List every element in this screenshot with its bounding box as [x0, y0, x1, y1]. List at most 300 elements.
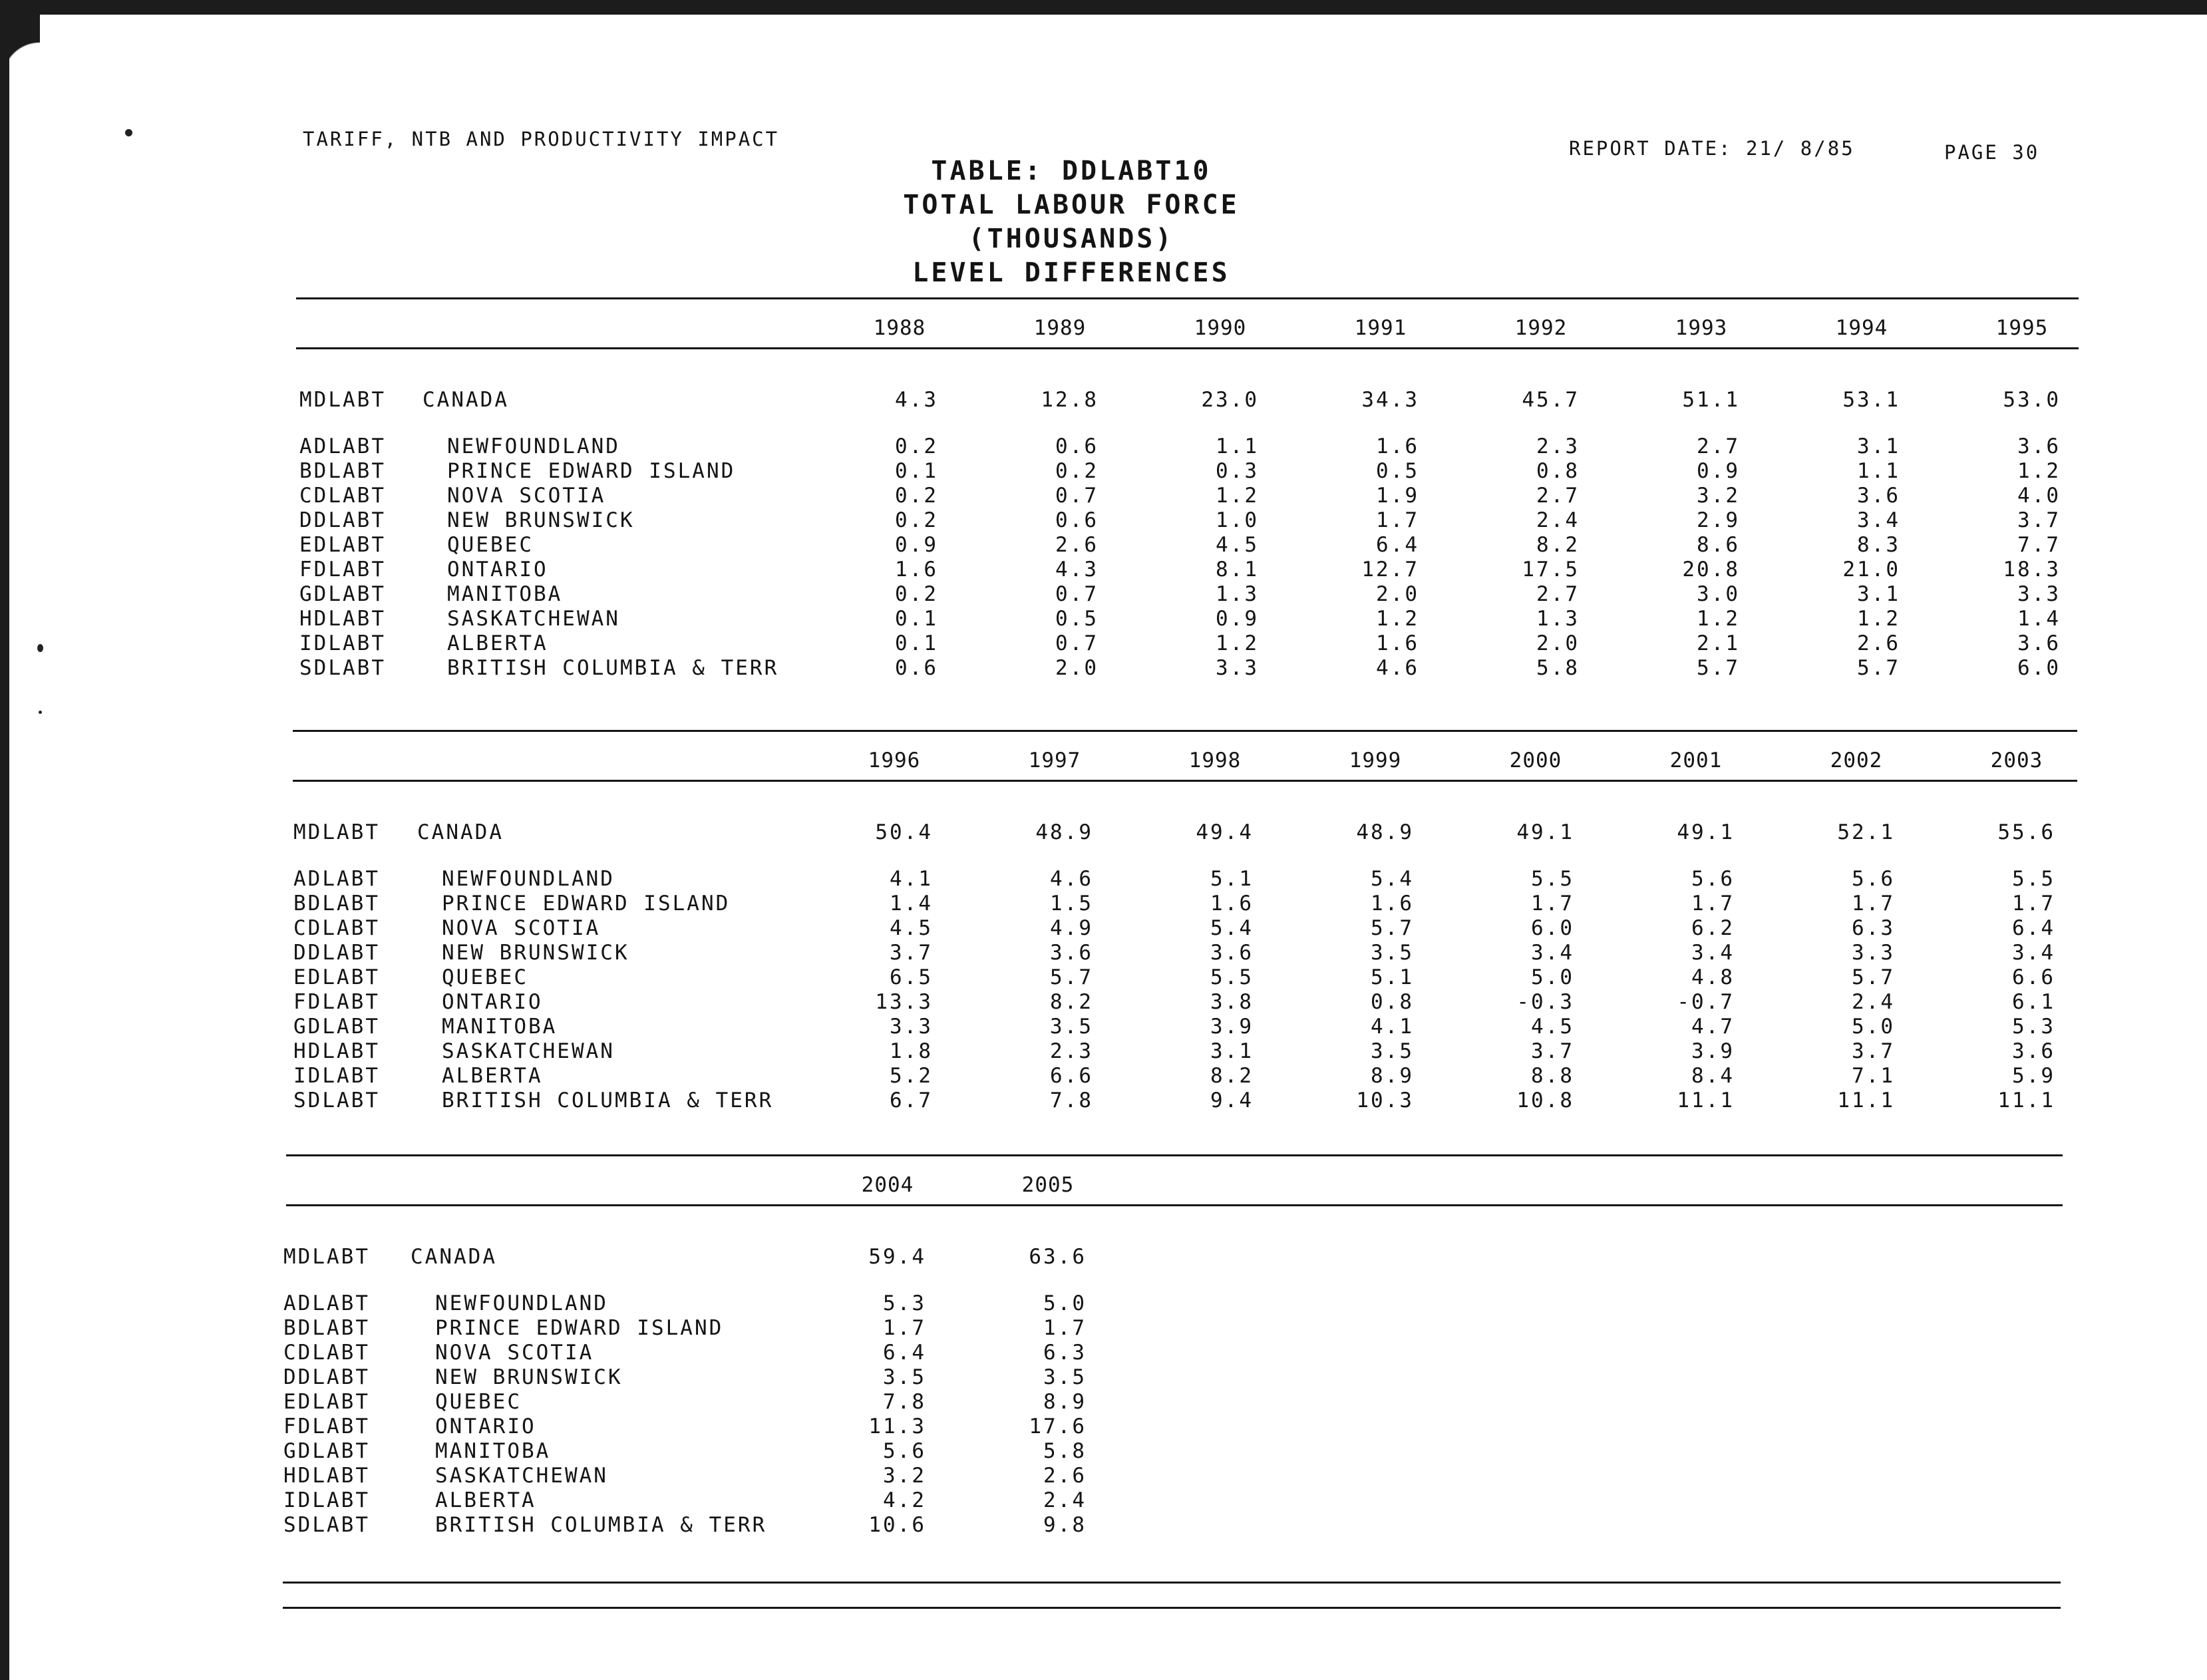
value-cell: 1.4 [890, 892, 933, 916]
value-cell: 17.5 [1522, 558, 1580, 582]
year-header: 1999 [1349, 749, 1402, 772]
value-cell: 3.1 [1857, 582, 1900, 606]
value-cell: -0.7 [1677, 990, 1735, 1014]
value-cell: 23.0 [1201, 388, 1259, 412]
value-cell: 6.7 [890, 1089, 933, 1112]
value-cell: 2.4 [1852, 990, 1895, 1014]
value-cell: 8.8 [1531, 1064, 1574, 1088]
row-name-province: BRITISH COLUMBIA & TERR [435, 1513, 767, 1537]
row-name-province: NOVA SCOTIA [447, 484, 606, 508]
value-cell: 1.7 [1852, 892, 1895, 916]
value-cell: 8.2 [1050, 990, 1093, 1014]
value-cell: 8.4 [1691, 1064, 1735, 1088]
value-cell: 8.6 [1697, 533, 1740, 557]
value-cell: 3.7 [2017, 508, 2061, 532]
value-cell: 5.8 [1043, 1439, 1087, 1463]
value-cell: 7.8 [1050, 1089, 1093, 1112]
value-cell: 1.3 [1536, 607, 1580, 631]
row-code: FDLABT [283, 1415, 370, 1438]
value-cell: 0.7 [1055, 484, 1099, 508]
value-cell: 0.2 [895, 434, 938, 458]
value-cell: 3.3 [1852, 941, 1895, 965]
value-cell: 5.0 [1852, 1015, 1895, 1039]
value-cell: 1.7 [1376, 508, 1419, 532]
value-cell: 2.3 [1536, 434, 1580, 458]
value-cell: 8.2 [1536, 533, 1580, 557]
value-cell: 3.6 [2012, 1039, 2055, 1063]
row-code: SDLABT [283, 1513, 370, 1537]
table-block-1 [0, 297, 2207, 737]
value-cell: 17.6 [1029, 1415, 1087, 1438]
value-cell: 1.3 [1216, 582, 1259, 606]
value-cell: 6.1 [2012, 990, 2055, 1014]
rule-bottom-2 [283, 1607, 2061, 1609]
value-cell: 2.6 [1055, 533, 1099, 557]
value-cell: 53.1 [1842, 388, 1900, 412]
value-cell: 1.7 [1043, 1316, 1087, 1340]
value-cell: 4.5 [1216, 533, 1259, 557]
value-cell: 3.7 [890, 941, 933, 965]
value-cell: 5.5 [2012, 867, 2055, 891]
row-name-province: NOVA SCOTIA [435, 1341, 594, 1365]
value-cell: 2.1 [1697, 631, 1740, 655]
value-cell: 3.7 [1531, 1039, 1574, 1063]
rule-bottom-1 [283, 1582, 2061, 1584]
value-cell: 3.5 [1050, 1015, 1093, 1039]
row-name-province: NEWFOUNDLAND [435, 1291, 608, 1315]
value-cell: 49.1 [1516, 820, 1574, 844]
value-cell: 0.1 [895, 631, 938, 655]
value-cell: 5.6 [883, 1439, 926, 1463]
row-name-province: PRINCE EDWARD ISLAND [442, 892, 731, 916]
value-cell: 9.4 [1210, 1089, 1254, 1112]
row-code: FDLABT [293, 990, 380, 1014]
value-cell: 1.2 [1697, 607, 1740, 631]
value-cell: 5.5 [1531, 867, 1574, 891]
year-header: 2003 [1990, 749, 2043, 772]
table-block-2 [0, 730, 2207, 1169]
year-header: 1995 [1995, 316, 2049, 340]
row-name-province: QUEBEC [447, 533, 534, 557]
title-table-id: TABLE: DDLABT10 [931, 156, 1212, 186]
year-header: 1988 [873, 316, 926, 340]
value-cell: 0.2 [895, 484, 938, 508]
year-header: 2001 [1669, 749, 1723, 772]
row-name-total: CANADA [411, 1245, 497, 1269]
value-cell: 0.1 [895, 607, 938, 631]
value-cell: 2.9 [1697, 508, 1740, 532]
value-cell: 2.3 [1050, 1039, 1093, 1063]
value-cell: 5.4 [1371, 867, 1414, 891]
year-header: 2005 [1021, 1173, 1075, 1197]
row-name-province: NEW BRUNSWICK [435, 1365, 623, 1389]
value-cell: 5.1 [1371, 965, 1414, 989]
value-cell: 1.2 [1857, 607, 1900, 631]
row-code: DDLABT [299, 508, 386, 532]
value-cell: 4.1 [890, 867, 933, 891]
value-cell: 49.1 [1677, 820, 1735, 844]
row-name-province: MANITOBA [447, 582, 563, 606]
value-cell: 8.1 [1216, 558, 1259, 582]
value-cell: 10.6 [868, 1513, 926, 1537]
value-cell: 4.0 [2017, 484, 2061, 508]
rule-under-years [286, 1204, 2063, 1206]
title-type: LEVEL DIFFERENCES [912, 257, 1230, 288]
value-cell: 5.1 [1210, 867, 1254, 891]
value-cell: 0.7 [1055, 582, 1099, 606]
value-cell: 3.0 [1697, 582, 1740, 606]
value-cell: 4.6 [1376, 656, 1419, 680]
value-cell: 1.7 [1691, 892, 1735, 916]
value-cell: 6.6 [2012, 965, 2055, 989]
value-cell: 3.1 [1857, 434, 1900, 458]
scan-border-top [0, 0, 2207, 15]
value-cell: 3.6 [1857, 484, 1900, 508]
row-name-province: PRINCE EDWARD ISLAND [435, 1316, 724, 1340]
rule-top [296, 297, 2079, 299]
value-cell: 5.7 [1697, 656, 1740, 680]
value-cell: 6.3 [1852, 916, 1895, 940]
row-name-province: ALBERTA [435, 1488, 536, 1512]
value-cell: 8.9 [1043, 1390, 1087, 1414]
value-cell: 1.5 [1050, 892, 1093, 916]
value-cell: 1.2 [1376, 607, 1419, 631]
value-cell: 0.8 [1371, 990, 1414, 1014]
value-cell: 6.3 [1043, 1341, 1087, 1365]
value-cell: 2.6 [1857, 631, 1900, 655]
value-cell: 52.1 [1837, 820, 1895, 844]
row-code: GDLABT [299, 582, 386, 606]
value-cell: 5.7 [1050, 965, 1093, 989]
row-name-province: BRITISH COLUMBIA & TERR [442, 1089, 774, 1112]
value-cell: 3.6 [2017, 631, 2061, 655]
row-code: MDLABT [293, 820, 380, 844]
value-cell: 3.4 [1691, 941, 1735, 965]
row-code: GDLABT [283, 1439, 370, 1463]
value-cell: 1.6 [1376, 631, 1419, 655]
row-code: DDLABT [293, 941, 380, 965]
value-cell: 1.4 [2017, 607, 2061, 631]
rule-under-years [296, 347, 2079, 349]
value-cell: 3.4 [2012, 941, 2055, 965]
value-cell: 3.4 [1857, 508, 1900, 532]
value-cell: 5.7 [1371, 916, 1414, 940]
value-cell: 8.3 [1857, 533, 1900, 557]
value-cell: 6.0 [1531, 916, 1574, 940]
value-cell: 6.4 [1376, 533, 1419, 557]
year-header: 2002 [1830, 749, 1883, 772]
value-cell: 2.7 [1697, 434, 1740, 458]
row-code: CDLABT [283, 1341, 370, 1365]
value-cell: 0.2 [895, 582, 938, 606]
year-header: 1992 [1514, 316, 1568, 340]
value-cell: 6.6 [1050, 1064, 1093, 1088]
row-name-province: NEW BRUNSWICK [447, 508, 635, 532]
value-cell: 1.6 [1376, 434, 1419, 458]
value-cell: 11.1 [1837, 1089, 1895, 1112]
value-cell: 5.0 [1531, 965, 1574, 989]
value-cell: 3.7 [1852, 1039, 1895, 1063]
year-header: 2000 [1509, 749, 1562, 772]
row-code: CDLABT [293, 916, 380, 940]
value-cell: 1.0 [1216, 508, 1259, 532]
value-cell: 0.9 [1697, 459, 1740, 483]
report-date: REPORT DATE: 21/ 8/85 [1569, 137, 1855, 160]
row-name-total: CANADA [417, 820, 504, 844]
value-cell: 11.1 [1677, 1089, 1735, 1112]
value-cell: 4.3 [1055, 558, 1099, 582]
row-name-province: SASKATCHEWAN [442, 1039, 615, 1063]
value-cell: 0.2 [895, 508, 938, 532]
value-cell: 10.8 [1516, 1089, 1574, 1112]
scan-corner [0, 0, 40, 80]
table-title [798, 154, 1344, 290]
value-cell: 4.7 [1691, 1015, 1735, 1039]
value-cell: 0.7 [1055, 631, 1099, 655]
value-cell: 0.3 [1216, 459, 1259, 483]
value-cell: 11.3 [868, 1415, 926, 1438]
value-cell: 4.1 [1371, 1015, 1414, 1039]
value-cell: 0.6 [895, 656, 938, 680]
speck [125, 129, 132, 136]
row-name-province: NEWFOUNDLAND [442, 867, 615, 891]
value-cell: 3.5 [1371, 1039, 1414, 1063]
value-cell: 10.3 [1356, 1089, 1414, 1112]
row-name-province: ONTARIO [435, 1415, 536, 1438]
row-name-province: NEWFOUNDLAND [447, 434, 620, 458]
value-cell: 5.4 [1210, 916, 1254, 940]
rule-under-years [293, 780, 2077, 782]
value-cell: 5.6 [1852, 867, 1895, 891]
value-cell: 5.9 [2012, 1064, 2055, 1088]
row-name-province: ONTARIO [442, 990, 543, 1014]
value-cell: 1.7 [2012, 892, 2055, 916]
row-name-total: CANADA [423, 388, 509, 412]
value-cell: 0.6 [1055, 434, 1099, 458]
value-cell: 2.4 [1043, 1488, 1087, 1512]
title-units: (THOUSANDS) [968, 224, 1174, 254]
value-cell: 7.8 [883, 1390, 926, 1414]
value-cell: 1.7 [883, 1316, 926, 1340]
value-cell: 4.5 [1531, 1015, 1574, 1039]
value-cell: 4.9 [1050, 916, 1093, 940]
row-name-province: ALBERTA [447, 631, 548, 655]
value-cell: 3.9 [1691, 1039, 1735, 1063]
year-header: 1993 [1675, 316, 1728, 340]
row-name-province: NOVA SCOTIA [442, 916, 601, 940]
value-cell: 50.4 [875, 820, 933, 844]
value-cell: 8.9 [1371, 1064, 1414, 1088]
value-cell: 2.0 [1376, 582, 1419, 606]
value-cell: 6.4 [883, 1341, 926, 1365]
value-cell: 34.3 [1361, 388, 1419, 412]
row-code: EDLABT [299, 533, 386, 557]
year-header: 1994 [1835, 316, 1888, 340]
value-cell: 3.2 [883, 1464, 926, 1488]
value-cell: 13.3 [875, 990, 933, 1014]
row-name-province: NEW BRUNSWICK [442, 941, 629, 965]
value-cell: 45.7 [1522, 388, 1580, 412]
value-cell: 1.9 [1376, 484, 1419, 508]
value-cell: 3.1 [1210, 1039, 1254, 1063]
row-name-province: ONTARIO [447, 558, 548, 582]
row-code: HDLABT [299, 607, 386, 631]
row-name-province: MANITOBA [442, 1015, 558, 1039]
value-cell: 3.6 [1050, 941, 1093, 965]
value-cell: 7.1 [1852, 1064, 1895, 1088]
value-cell: 12.7 [1361, 558, 1419, 582]
row-code: ADLABT [299, 434, 386, 458]
value-cell: 2.4 [1536, 508, 1580, 532]
value-cell: 6.0 [2017, 656, 2061, 680]
row-name-province: SASKATCHEWAN [435, 1464, 608, 1488]
value-cell: 6.4 [2012, 916, 2055, 940]
row-code: EDLABT [293, 965, 380, 989]
value-cell: 5.8 [1536, 656, 1580, 680]
rule-top [293, 730, 2077, 732]
value-cell: 5.7 [1857, 656, 1900, 680]
year-header: 1997 [1028, 749, 1081, 772]
value-cell: 51.1 [1682, 388, 1740, 412]
value-cell: 5.2 [890, 1064, 933, 1088]
row-code: BDLABT [293, 892, 380, 916]
value-cell: 1.2 [1216, 484, 1259, 508]
report-heading: TARIFF, NTB AND PRODUCTIVITY IMPACT [303, 128, 780, 150]
value-cell: 1.2 [1216, 631, 1259, 655]
row-code: BDLABT [299, 459, 386, 483]
year-header: 1991 [1354, 316, 1407, 340]
value-cell: 3.6 [2017, 434, 2061, 458]
row-code: HDLABT [283, 1464, 370, 1488]
rule-top [286, 1154, 2063, 1156]
row-name-province: PRINCE EDWARD ISLAND [447, 459, 736, 483]
value-cell: 1.7 [1531, 892, 1574, 916]
value-cell: 1.6 [1210, 892, 1254, 916]
value-cell: 6.5 [890, 965, 933, 989]
year-header: 1990 [1194, 316, 1247, 340]
row-code: MDLABT [283, 1245, 370, 1269]
value-cell: 3.5 [883, 1365, 926, 1389]
value-cell: 18.3 [2003, 558, 2061, 582]
row-name-province: QUEBEC [442, 965, 528, 989]
value-cell: 1.1 [1216, 434, 1259, 458]
value-cell: 4.5 [890, 916, 933, 940]
title-measure: TOTAL LABOUR FORCE [903, 190, 1240, 220]
value-cell: 59.4 [868, 1245, 926, 1269]
value-cell: 3.4 [1531, 941, 1574, 965]
value-cell: 11.1 [1997, 1089, 2055, 1112]
year-header: 2004 [861, 1173, 914, 1197]
row-code: IDLABT [283, 1488, 370, 1512]
value-cell: 5.5 [1210, 965, 1254, 989]
value-cell: 3.9 [1210, 1015, 1254, 1039]
value-cell: 49.4 [1196, 820, 1254, 844]
year-header: 1989 [1033, 316, 1087, 340]
value-cell: 55.6 [1997, 820, 2055, 844]
value-cell: 3.2 [1697, 484, 1740, 508]
value-cell: 9.8 [1043, 1513, 1087, 1537]
value-cell: 0.9 [895, 533, 938, 557]
value-cell: 4.8 [1691, 965, 1735, 989]
year-header: 1996 [868, 749, 921, 772]
value-cell: 1.6 [895, 558, 938, 582]
value-cell: 63.6 [1029, 1245, 1087, 1269]
value-cell: 2.7 [1536, 484, 1580, 508]
value-cell: 53.0 [2003, 388, 2061, 412]
value-cell: 1.6 [1371, 892, 1414, 916]
table-block-3 [0, 1154, 2207, 1594]
value-cell: 3.3 [890, 1015, 933, 1039]
row-code: IDLABT [293, 1064, 380, 1088]
value-cell: 12.8 [1041, 388, 1099, 412]
value-cell: 48.9 [1356, 820, 1414, 844]
row-code: ADLABT [283, 1291, 370, 1315]
value-cell: 3.5 [1043, 1365, 1087, 1389]
value-cell: 20.8 [1682, 558, 1740, 582]
value-cell: -0.3 [1516, 990, 1574, 1014]
page-number: PAGE 30 [1944, 141, 2040, 164]
year-header: 1998 [1188, 749, 1242, 772]
row-name-province: QUEBEC [435, 1390, 522, 1414]
row-code: SDLABT [299, 656, 386, 680]
value-cell: 48.9 [1035, 820, 1093, 844]
value-cell: 8.2 [1210, 1064, 1254, 1088]
value-cell: 2.6 [1043, 1464, 1087, 1488]
value-cell: 21.0 [1842, 558, 1900, 582]
value-cell: 2.7 [1536, 582, 1580, 606]
value-cell: 5.3 [883, 1291, 926, 1315]
value-cell: 4.2 [883, 1488, 926, 1512]
value-cell: 0.6 [1055, 508, 1099, 532]
row-name-province: MANITOBA [435, 1439, 551, 1463]
value-cell: 3.3 [1216, 656, 1259, 680]
value-cell: 3.8 [1210, 990, 1254, 1014]
value-cell: 0.1 [895, 459, 938, 483]
row-code: GDLABT [293, 1015, 380, 1039]
value-cell: 0.5 [1376, 459, 1419, 483]
value-cell: 0.5 [1055, 607, 1099, 631]
row-code: IDLABT [299, 631, 386, 655]
row-name-province: ALBERTA [442, 1064, 543, 1088]
row-name-province: BRITISH COLUMBIA & TERR [447, 656, 779, 680]
row-code: SDLABT [293, 1089, 380, 1112]
value-cell: 1.2 [2017, 459, 2061, 483]
value-cell: 1.1 [1857, 459, 1900, 483]
value-cell: 1.8 [890, 1039, 933, 1063]
value-cell: 0.8 [1536, 459, 1580, 483]
row-code: DDLABT [283, 1365, 370, 1389]
row-name-province: SASKATCHEWAN [447, 607, 620, 631]
value-cell: 0.2 [1055, 459, 1099, 483]
value-cell: 6.2 [1691, 916, 1735, 940]
value-cell: 7.7 [2017, 533, 2061, 557]
value-cell: 3.3 [2017, 582, 2061, 606]
value-cell: 5.3 [2012, 1015, 2055, 1039]
row-code: BDLABT [283, 1316, 370, 1340]
row-code: CDLABT [299, 484, 386, 508]
row-code: FDLABT [299, 558, 386, 582]
value-cell: 3.6 [1210, 941, 1254, 965]
value-cell: 5.7 [1852, 965, 1895, 989]
value-cell: 2.0 [1055, 656, 1099, 680]
value-cell: 3.5 [1371, 941, 1414, 965]
row-code: EDLABT [283, 1390, 370, 1414]
value-cell: 4.6 [1050, 867, 1093, 891]
value-cell: 0.9 [1216, 607, 1259, 631]
row-code: HDLABT [293, 1039, 380, 1063]
row-code: MDLABT [299, 388, 386, 412]
value-cell: 5.0 [1043, 1291, 1087, 1315]
